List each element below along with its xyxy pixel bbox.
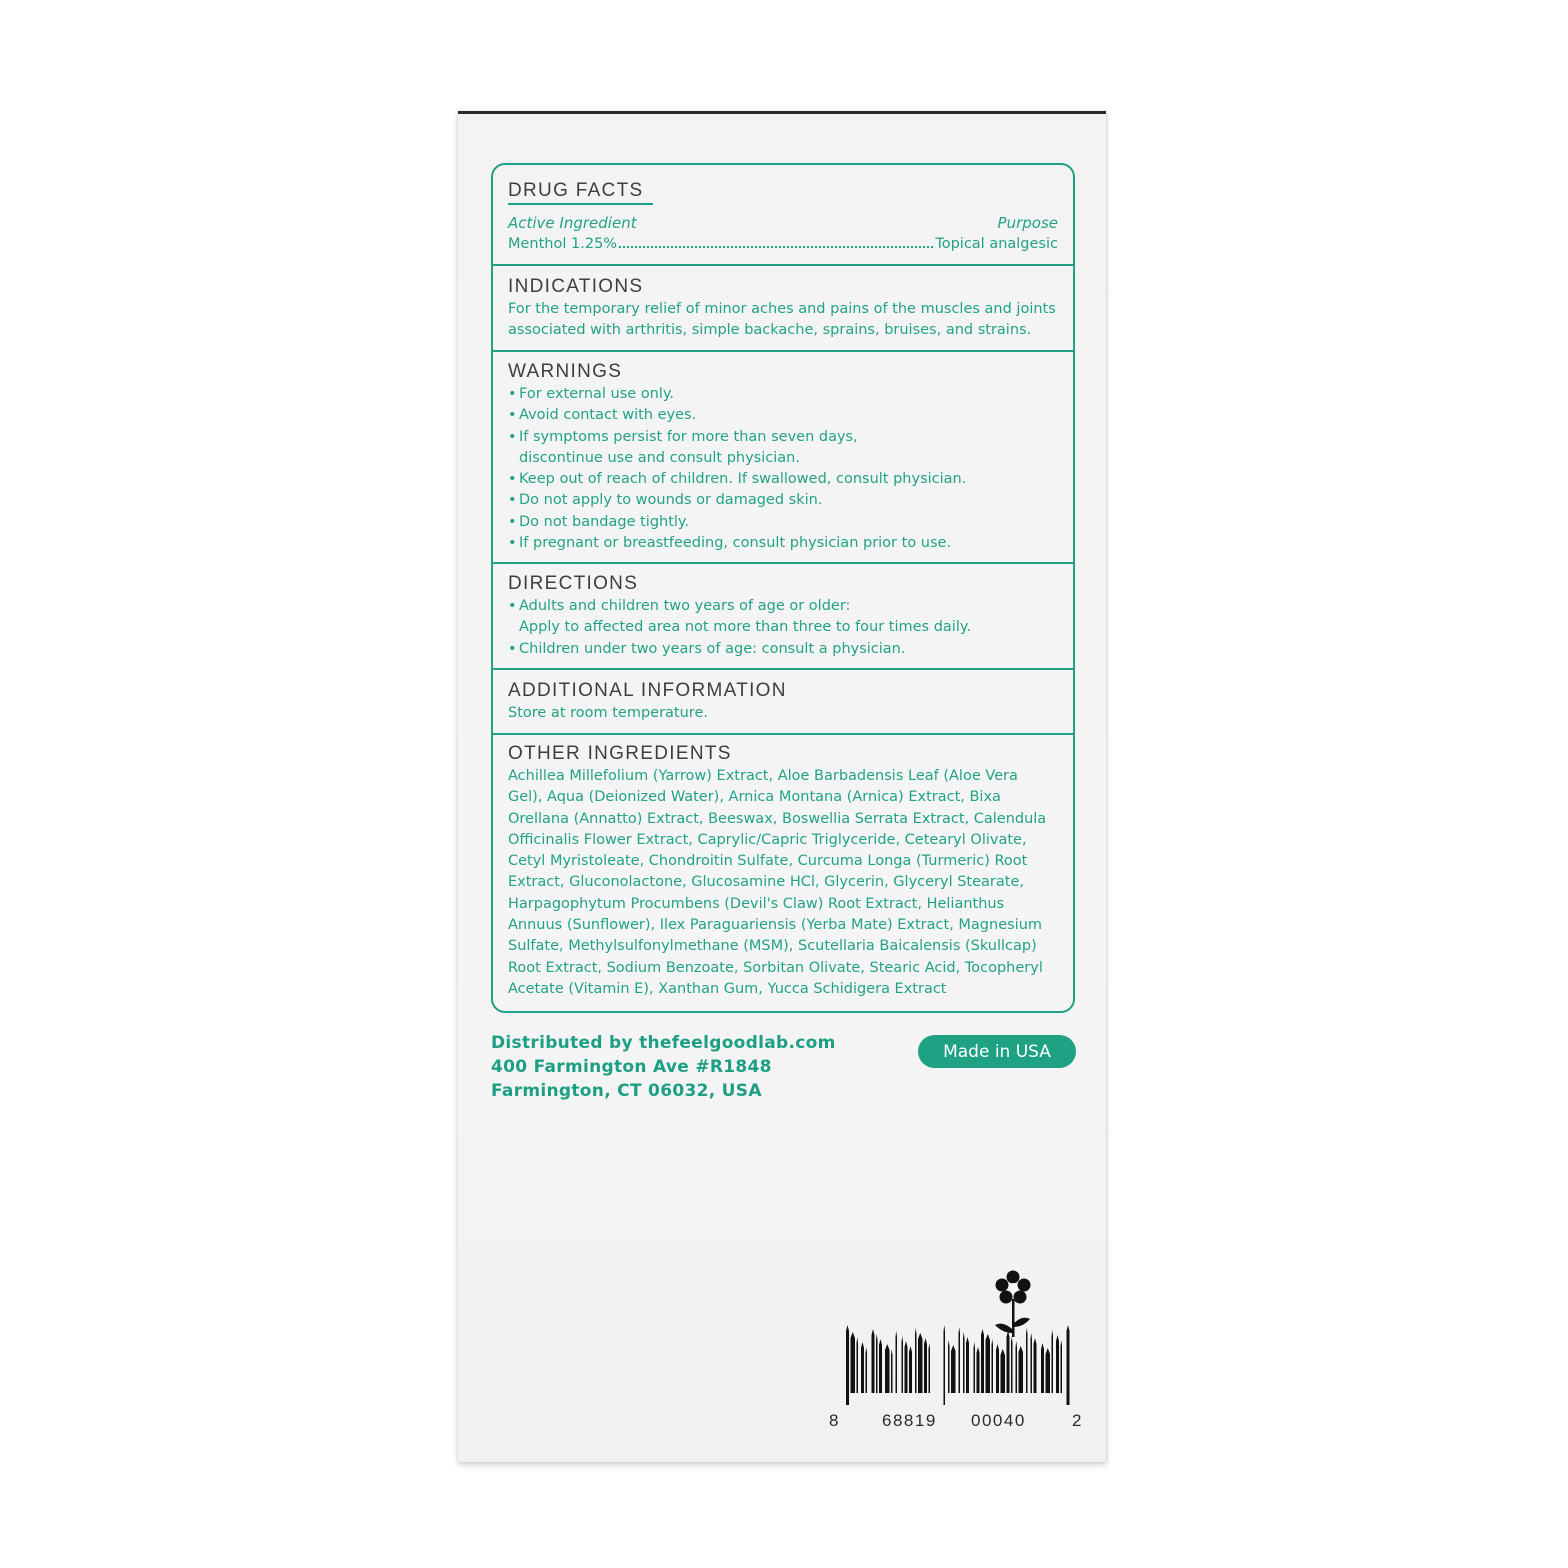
other-ingredients-section: [493, 735, 1073, 1013]
ingredients-line: Root Extract, Sodium Benzoate, Sorbitan Olivate, Stearic Acid, Tocopheryl: [508, 959, 1043, 976]
barcode-bar: [1056, 1335, 1059, 1393]
barcode-digit-check: 2: [1072, 1411, 1083, 1430]
barcode: [826, 1265, 1088, 1435]
warning-item: • For external use only.: [508, 384, 1061, 405]
barcode-bar: [1016, 1341, 1018, 1393]
barcode-bar: [1001, 1349, 1006, 1393]
barcode-digits-left: 68819: [882, 1411, 937, 1430]
ingredients-line: Cetyl Myristoleate, Chondroitin Sulfate, Curcuma Longa (Turmeric) Root: [508, 853, 1028, 870]
barcode-bar: [866, 1347, 868, 1393]
barcode-bar: [879, 1339, 882, 1393]
direction-item: • Adults and children two years of age or older:: [508, 596, 1061, 617]
barcode-digit-first: 8: [829, 1411, 840, 1430]
barcode-bar: [1067, 1325, 1070, 1405]
barcode-bar: [851, 1332, 856, 1393]
barcode-graphic: [826, 1265, 1088, 1410]
barcode-bar: [857, 1337, 859, 1393]
barcode-bar: [1026, 1328, 1028, 1393]
barcode-bar: [974, 1342, 976, 1393]
directions-section: [493, 564, 1073, 670]
indications-section: [493, 266, 1073, 352]
warning-item: • If pregnant or breastfeeding, consult physician prior to use.: [508, 533, 1061, 554]
warnings-list: [508, 384, 1061, 554]
purpose-label: Purpose: [997, 214, 1058, 232]
barcode-bar: [861, 1342, 864, 1393]
distributor-info: [491, 1031, 836, 1103]
barcode-bar: [1034, 1338, 1037, 1393]
ingredient-purpose: Topical analgesic: [935, 236, 1058, 252]
barcode-bar: [951, 1345, 956, 1393]
directions-heading: DIRECTIONS: [508, 573, 639, 594]
warning-item: • Do not apply to wounds or damaged skin.: [508, 490, 1061, 511]
indications-text: [508, 299, 1061, 342]
barcode-bar: [846, 1325, 849, 1405]
flower-icon: [995, 1271, 1031, 1338]
direction-item-continued: Apply to affected area not more than three to four times daily.: [519, 619, 971, 636]
ingredients-line: Acetate (Vitamin E), Xanthan Gum, Yucca Schidigera Extract: [508, 980, 947, 997]
distributor-line: Distributed by thefeelgoodlab.com: [491, 1033, 836, 1053]
barcode-bar: [1052, 1330, 1054, 1393]
barcode-bar: [1061, 1340, 1063, 1393]
drug-facts-panel: [491, 163, 1075, 1013]
barcode-bar: [905, 1341, 908, 1393]
ingredients-line: Annuus (Sunflower), Ilex Paraguariensis (Yerba Mate) Extract, Magnesium: [508, 917, 1043, 934]
warning-item: • Avoid contact with eyes.: [508, 405, 1061, 426]
barcode-bar: [948, 1340, 950, 1393]
barcode-bar: [885, 1344, 890, 1393]
barcode-bar: [902, 1336, 904, 1393]
barcode-bar: [963, 1332, 965, 1393]
drug-facts-underline: [508, 203, 653, 205]
additional-information-section: [493, 670, 1073, 735]
additional-information-text: Store at room temperature.: [508, 705, 708, 721]
barcode-bar: [876, 1334, 878, 1393]
ingredients-line: Extract, Gluconolactone, Glucosamine HCl, Glycerin, Glyceryl Stearate,: [508, 874, 1024, 891]
additional-information-heading: ADDITIONAL INFORMATION: [508, 680, 787, 701]
ingredient-name: Menthol 1.25%: [508, 236, 618, 252]
barcode-bar: [981, 1329, 984, 1393]
ingredients-line: Sulfate, Methylsulfonylmethane (MSM), Scutellaria Baicalensis (Skullcap): [508, 938, 1037, 955]
direction-item: • Children under two years of age: consult a physician.: [508, 639, 1061, 660]
barcode-digits-right: 00040: [971, 1411, 1026, 1430]
barcode-bar: [1046, 1348, 1051, 1393]
barcode-bar: [986, 1334, 991, 1393]
active-ingredient-row: [508, 236, 1058, 252]
barcode-bar: [977, 1347, 980, 1393]
directions-list: [508, 596, 1061, 660]
city-line: Farmington, CT 06032, USA: [491, 1081, 762, 1101]
ingredients-line: Orellana (Annatto) Extract, Beeswax, Boswellia Serrata Extract, Calendula: [508, 810, 1047, 827]
indications-line: For the temporary relief of minor aches and pains of the muscles and joints: [508, 301, 1056, 317]
other-ingredients-text: [508, 766, 1061, 1000]
warning-item: • If symptoms persist for more than seven days,: [508, 427, 1061, 448]
barcode-bar: [1031, 1333, 1033, 1393]
barcode-bar: [915, 1328, 917, 1393]
drug-facts-title: DRUG FACTS: [508, 180, 644, 201]
other-ingredients-heading: OTHER INGREDIENTS: [508, 743, 732, 764]
made-in-usa-badge: Made in USA: [918, 1035, 1076, 1068]
barcode-bar: [1007, 1331, 1010, 1393]
barcode-bar: [872, 1329, 875, 1393]
warning-item-continued: discontinue use and consult physician.: [519, 449, 800, 466]
active-ingredient-header: [508, 214, 1058, 232]
barcode-bar: [1011, 1336, 1013, 1393]
ingredients-line: Officinalis Flower Extract, Caprylic/Capric Triglyceride, Cetearyl Olivate,: [508, 831, 1027, 848]
address-line: 400 Farmington Ave #R1848: [491, 1057, 772, 1077]
barcode-bar: [992, 1339, 994, 1393]
warning-item: • Do not bandage tightly.: [508, 512, 1061, 533]
barcode-bar: [996, 1344, 999, 1393]
warning-item: • Keep out of reach of children. If swallowed, consult physician.: [508, 469, 1061, 490]
ingredients-line: Harpagophytum Procumbens (Devil's Claw) Root Extract, Helianthus: [508, 895, 1005, 912]
barcode-bar: [1019, 1346, 1024, 1393]
indications-line: associated with arthritis, simple backache, sprains, bruises, and strains.: [508, 322, 1032, 339]
active-ingredient-label: Active Ingredient: [508, 214, 637, 232]
ingredients-line: Gel), Aqua (Deionized Water), Arnica Montana (Arnica) Extract, Bixa: [508, 789, 1001, 806]
barcode-bar: [1041, 1343, 1044, 1393]
barcode-bar: [959, 1327, 961, 1393]
warnings-heading: WARNINGS: [508, 361, 623, 382]
barcode-bar: [891, 1349, 893, 1393]
barcode-bar: [944, 1325, 946, 1405]
drug-facts-section: [493, 165, 1073, 266]
barcode-bar: [929, 1343, 931, 1393]
ingredients-line: Achillea Millefolium (Yarrow) Extract, Aloe Barbadensis Leaf (Aloe Vera: [508, 768, 1018, 784]
warnings-section: [493, 352, 1073, 564]
indications-heading: INDICATIONS: [508, 276, 644, 297]
barcode-bar: [909, 1346, 912, 1393]
dot-leader: [619, 246, 933, 248]
barcode-bar: [918, 1333, 923, 1393]
barcode-bar: [966, 1337, 969, 1393]
barcode-bar: [924, 1338, 927, 1393]
barcode-bar: [896, 1331, 898, 1393]
